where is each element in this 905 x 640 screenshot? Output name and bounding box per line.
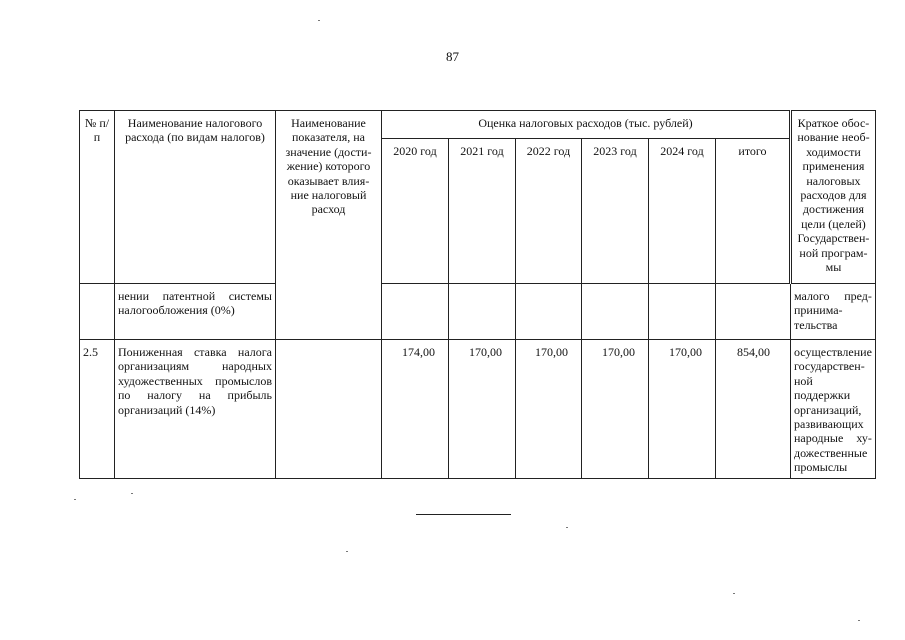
row-value-2021: 170,00 [449, 340, 516, 479]
scan-speck [858, 620, 860, 621]
row-tax-expenditure-name: нении патентной системы налогообложения (0%) [115, 284, 276, 340]
scan-speck [131, 493, 133, 494]
scan-speck [733, 593, 735, 594]
row-value-2020 [382, 284, 449, 340]
page-number: 87 [446, 49, 459, 64]
closing-rule [416, 514, 511, 515]
header-year-2023: 2023 год [582, 139, 649, 284]
row-value-2021 [449, 284, 516, 340]
tax-expenditure-table [79, 110, 876, 479]
row-justification: малого предпринимательства [791, 284, 876, 340]
row-value-2024 [649, 284, 716, 340]
row-justification: осуществление государственной поддержки организаций, развивающих народные художественные промыслы [791, 340, 876, 479]
table-row [80, 340, 876, 479]
row-value-total [716, 284, 791, 340]
header-num: № п/п [80, 111, 115, 284]
header-tax-expenditure-name: Наименование налогового расхода (по видам налогов) [115, 111, 276, 284]
row-value-2023 [582, 284, 649, 340]
row-indicator [276, 340, 382, 479]
header-year-2022: 2022 год [516, 139, 582, 284]
header-year-2024: 2024 год [649, 139, 716, 284]
scan-speck [566, 527, 568, 528]
header-total: итого [716, 139, 791, 284]
header-estimate-group: Оценка налоговых расходов (тыс. рублей) [382, 111, 791, 139]
table-row [80, 284, 876, 340]
row-value-2024: 170,00 [649, 340, 716, 479]
scan-speck [346, 551, 348, 552]
header-year-2021: 2021 год [449, 139, 516, 284]
row-value-total: 854,00 [716, 340, 791, 479]
header-justification: Краткое обоснование необходимости применения налоговых расходов для достижения цели (целей) Государственной программы [791, 111, 876, 284]
row-tax-expenditure-name: Пониженная ставка налога организациям народных художественных промыслов по налогу на прибыль организаций (14%) [115, 340, 276, 479]
row-value-2022 [516, 284, 582, 340]
header-year-2020: 2020 год [382, 139, 449, 284]
row-value-2022: 170,00 [516, 340, 582, 479]
row-value-2023: 170,00 [582, 340, 649, 479]
scan-speck [318, 20, 320, 21]
row-num [80, 284, 115, 340]
header-indicator-name: Наименование показателя, на значение (достижение) которого оказывает влияние налоговый расход [276, 111, 382, 340]
row-value-2020: 174,00 [382, 340, 449, 479]
scan-speck [74, 499, 76, 500]
row-num: 2.5 [80, 340, 115, 479]
